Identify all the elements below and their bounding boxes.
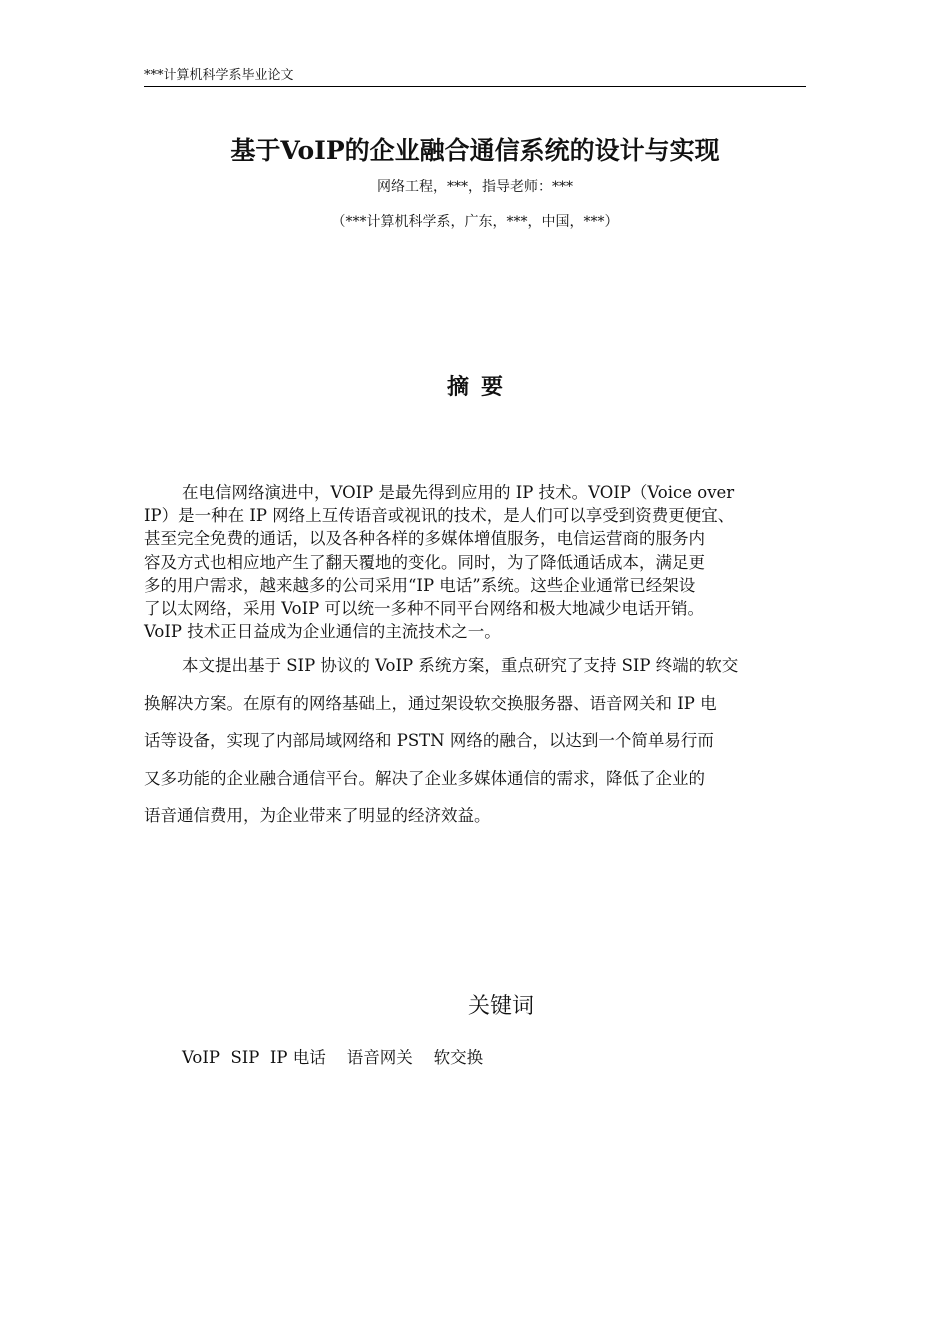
abstract-line: 换解决方案。在原有的网络基础上，通过架设软交换服务器、语音网关和 IP 电 bbox=[144, 693, 717, 713]
abstract-line: 容及方式也相应地产生了翻天覆地的变化。同时，为了降低通话成本，满足更 bbox=[144, 552, 705, 572]
paper-title: 基于VoIP的企业融合通信系统的设计与实现 bbox=[230, 136, 720, 165]
header-divider bbox=[144, 86, 806, 87]
abstract-line: VoIP 技术正日益成为企业通信的主流技术之一。 bbox=[144, 622, 501, 642]
abstract-line: 语音通信费用，为企业带来了明显的经济效益。 bbox=[144, 806, 491, 825]
abstract-line: 本文提出基于 SIP 协议的 VoIP 系统方案，重点研究了支持 SIP 终端的软交 bbox=[182, 656, 739, 675]
running-header: ***计算机科学系毕业论文 bbox=[144, 68, 294, 83]
abstract-line: 又多功能的企业融合通信平台。解决了企业多媒体通信的需求，降低了企业的 bbox=[144, 768, 705, 788]
abstract-line: 了以太网络，采用 VoIP 可以统一多种不同平台网络和极大地减少电话开销。 bbox=[144, 598, 704, 618]
abstract-line: 在电信网络演进中，VOIP 是最先得到应用的 IP 技术。VOIP（Voice over bbox=[182, 483, 735, 502]
abstract-line: IP）是一种在 IP 网络上互传语音或视讯的技术，是人们可以享受到资费更便宜、 bbox=[144, 506, 735, 526]
abstract-line: 多的用户需求，越来越多的公司采用“IP 电话”系统。这些企业通常已经架设 bbox=[144, 575, 696, 595]
abstract-paragraph-1 bbox=[144, 481, 824, 643]
abstract-line: 话等设备，实现了内部局域网络和 PSTN 网络的融合，以达到一个简单易行而 bbox=[144, 731, 714, 750]
abstract-line: 甚至完全免费的通话，以及各种各样的多媒体增值服务，电信运营商的服务内 bbox=[144, 529, 705, 549]
author-info: 网络工程，***，指导老师：*** bbox=[377, 179, 573, 195]
affiliation-info: （***计算机科学系，广东，***，中国，***） bbox=[331, 214, 619, 230]
abstract-heading: 摘要 bbox=[446, 374, 515, 400]
keywords-heading: 关键词 bbox=[467, 994, 534, 1019]
keywords-list: VoIP SIP IP 电话 语音网关 软交换 bbox=[182, 1048, 484, 1067]
abstract-paragraph-2 bbox=[144, 653, 824, 841]
